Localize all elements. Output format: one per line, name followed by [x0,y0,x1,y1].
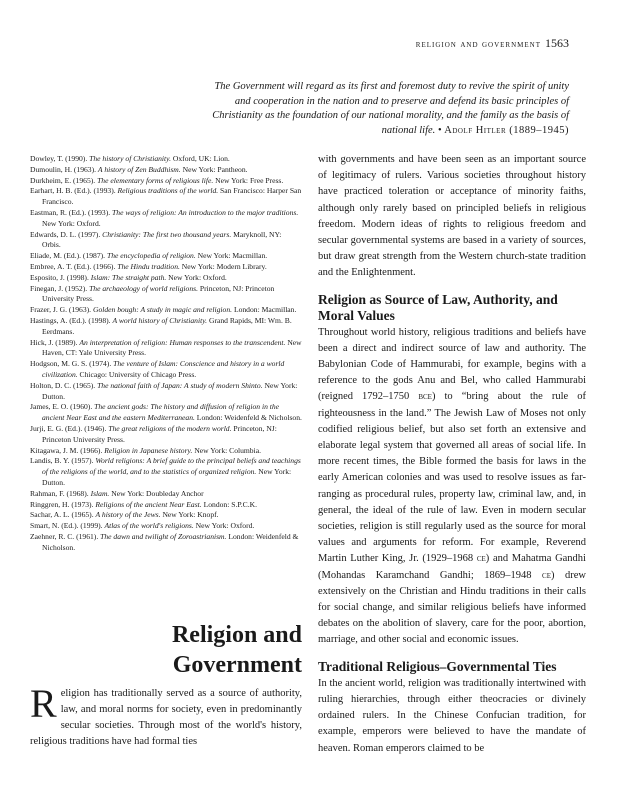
reference-title: The Hindu tradition. [117,261,180,271]
reference-author-year: Durkheim, E. (1965). [30,175,98,185]
reference-entry [30,305,302,316]
left-column [30,154,302,553]
reference-title: Religions of the ancient Near East. [95,499,202,509]
reference-title: World religions: A brief guide to the principal beliefs and teachings of the religions of the world, and to the statistics of organized religion. [42,456,301,477]
reference-publisher: New York: Dutton. [42,467,292,487]
epigraph-attribution: Adolf Hitler (1889–1945) [444,124,569,136]
reference-publisher: Maryknoll, NY: Orbis. [42,229,282,250]
reference-title: Islam: The straight path. [90,272,167,282]
reference-title: Atlas of the world's religions. [104,521,194,531]
reference-publisher: New York: Oxford. [193,521,255,531]
reference-publisher: New York: Pantheon. [180,164,248,174]
p2-text-b: ) to “bring about the rule of righteousness in the land.” The Jewish Law of Moses not only codified religious belief, but also set forth an extensive and elaborate legal system that governed all areas of social life. In more recent times, the Bible formed the basis for laws in the early American colonies and was used to resolve issues as far-ranging as procedural rules, property law, criminal law, and, in general, the ideal of the rule of law. Even in modern secular societies, religion is still regularly used as the source for moral values and arguments for reform. For example, Reverend Martin Luther King, Jr. (1929–1968 [318,391,586,565]
running-header [416,36,569,51]
reference-entry [30,273,302,284]
reference-author-year: Finegan, J. (1952). [30,283,90,293]
reference-author-year: Ringgren, H. (1973). [30,499,96,509]
reference-title: Religion in Japanese history. [104,445,193,455]
reference-entry [30,186,302,208]
reference-publisher: New York: Oxford. [166,272,227,282]
reference-author-year: Holton, D. C. (1965). [30,380,98,390]
article-title-line-2: Government [172,652,302,678]
reference-publisher: London: Macmillan. [232,305,297,315]
era-bce: bce [418,391,432,403]
reference-title: Golden bough: A study in magic and religion. [92,305,233,315]
reference-publisher: New York: Knopf. [160,510,219,520]
reference-title: An interpretation of religion: Human responses to the transcendent. [79,337,286,347]
reference-author-year: Embree, A. T. (Ed.). (1966). [30,261,118,271]
reference-author-year: Smart, N. (Ed.). (1999). [30,521,105,531]
reference-title: The elementary forms of religious life. [97,175,214,185]
reference-entry [30,381,302,403]
reference-author-year: Esposito, J. (1998). [30,272,91,282]
reference-entry [30,154,302,165]
page-number: 1563 [545,36,569,50]
reference-entry [30,230,302,252]
reference-author-year: Eliade, M. (Ed.). (1987). [30,251,107,261]
epigraph [209,80,569,138]
p2-text-d: ) drew extensively on the Christian and Hindu traditions in their calls for social change, and similar religious beliefs have informed debates on the abolition of slavery, care for the poor, abortion, marriage, and other social and economic issues. [318,569,586,646]
reference-publisher: New Haven, CT: Yale University Press. [42,337,302,358]
reference-title: A history of Zen Buddhism. [97,164,181,174]
reference-title: The archaeology of world religions. [89,283,198,293]
reference-author-year: Sachar, A. L. (1965). [30,510,96,520]
reference-entry [30,251,302,262]
reference-author-year: Earhart, H. B. (Ed.). (1993). [30,186,118,196]
reference-entry [30,165,302,176]
reference-publisher: New York: Free Press. [213,175,284,185]
reference-author-year: Dumoulin, H. (1963). [30,164,98,174]
running-title: religion and government [415,39,541,50]
reference-publisher: San Francisco: Harper San Francisco. [42,186,302,207]
epigraph-bullet: • [437,124,442,136]
era-ce: ce [542,569,551,581]
reference-publisher: Princeton, NJ: Princeton University Press. [42,423,277,444]
era-ce: ce [476,553,486,565]
reference-title: The ways of religion: An introduction to the major traditions. [112,207,299,217]
reference-entry [30,208,302,230]
reference-author-year: Rahman, F. (1968). [30,488,91,498]
epigraph-quote: The Government will regard as its first and foremost duty to revive the spirit of unity and cooperation in the nation and to preserve and defend its basic principles of Christianity as the foundation of our national morality, and the family as the basis of national life. [212,81,569,136]
body-paragraph-1: with governments and have been seen as an important source of legitimacy of rulers. Various societies throughout history have practiced toleration or acceptance of minority faiths, although only rarely based on principled beliefs in religious freedom. Modern ideas of rights to religious freedom and secular governmental systems are based in a variety of sources, but draw great strength from the Western church-state tradition and the Enlightenment. [318,154,586,279]
reference-entry [30,510,302,521]
reference-title: A history of the Jews. [95,510,161,520]
body-paragraph-3: In the ancient world, religion was traditionally intertwined with ruling hierarchies, through either theocracies or divinely ordained rulers. In the Chinese Confucian tradition, for example, emperors were believed to have the mandate of heaven. Roman emperors claimed to be [318,677,586,754]
reference-title: The dawn and twilight of Zoroastrianism. [100,531,227,541]
reference-author-year: Edwards, D. L. (1997). [30,229,103,239]
reference-author-year: Eastman, R. (Ed.). (1993). [30,207,113,217]
reference-author-year: Frazer, J. G. (1963). [30,305,93,315]
reference-entry [30,532,302,554]
reference-author-year: Dowley, T. (1990). [30,154,90,163]
article-title-line-1: Religion and [171,622,302,648]
reference-publisher: Chicago: University of Chicago Press. [77,369,197,379]
article-title [30,620,302,680]
reference-publisher: New York: Dutton. [42,380,298,401]
subheading-law-authority: Religion as Source of Law, Authority, and Moral Values [318,291,558,323]
reference-entry [30,338,302,360]
reference-publisher: New York: Columbia. [192,445,261,455]
intro-paragraph [30,681,302,750]
reference-author-year: James, E. O. (1960). [30,402,95,412]
reference-title: A world history of Christianity. [112,315,208,325]
reference-author-year: Hick, J. (1989). [30,337,80,347]
reference-title: Religious traditions of the world. [117,186,219,196]
body-paragraph-2 [318,325,586,649]
reference-entry [30,424,302,446]
reference-entry [30,489,302,500]
reference-publisher: Princeton, NJ: Princeton University Press. [42,283,275,304]
reference-author-year: Jurji, E. G. (Ed.). (1946). [30,423,109,433]
reference-publisher: New York: Modern Library. [179,261,267,271]
reference-entry [30,284,302,306]
reference-publisher: London: S.P.C.K. [201,499,257,509]
references-list [30,154,302,553]
reference-author-year: Zaehner, R. C. (1961). [30,531,101,541]
reference-publisher: London: Weidenfeld & Nicholson. [42,531,299,552]
reference-entry [30,316,302,338]
reference-title: The history of Christianity. [89,154,171,163]
reference-title: The encyclopedia of religion. [106,251,196,261]
p2-text-a: Throughout world history, religious traditions and beliefs have been a direct and indirect source of law and authority. The Babylonian Code of Hammurabi, for example, begins with a reference to the gods Anu and Bel, who called Hammurabi (reigned 1792–1750 [318,326,586,403]
reference-title: The great religions of the modern world. [108,423,232,433]
reference-author-year: Kitagawa, J. M. (1966). [30,445,105,455]
reference-title: Islam. [90,488,110,498]
reference-publisher: New York: Macmillan. [195,251,268,261]
reference-entry [30,446,302,457]
reference-entry [30,500,302,511]
reference-publisher: Grand Rapids, MI: Wm. B. Eerdmans. [42,315,292,336]
subheading-traditional-ties: Traditional Religious–Governmental Ties [318,658,557,674]
reference-title: The ancient gods: The history and diffusion of religion in the ancient Near East and the eastern Mediterranean. [42,402,280,423]
reference-title: The national faith of Japan: A study of modern Shinto. [97,380,263,390]
reference-publisher: New York: Oxford. [42,218,101,228]
reference-entry [30,521,302,532]
reference-author-year: Hastings, A. (Ed.). (1998). [30,315,113,325]
reference-title: The venture of Islam: Conscience and history in a world civilization. [42,359,285,379]
p2-text-c: ) and Mahatma Gandhi (Mohandas Karamchand Gandhi; 1869–1948 [318,553,586,581]
reference-publisher: London: Weidenfeld & Nicholson. [194,413,302,423]
reference-entry [30,402,302,424]
reference-publisher: New York: Doubleday Anchor [109,488,204,498]
reference-entry [30,176,302,187]
reference-publisher: Oxford, UK: Lion. [170,154,230,163]
reference-entry [30,456,302,488]
reference-entry [30,359,302,381]
reference-entry [30,262,302,273]
right-column [318,152,586,757]
drop-cap: R [30,681,57,726]
intro-text: eligion has traditionally served as a source of authority, law, and moral norms for society, even in predominantly secular societies. Through most of the world's history, religious traditions have had formal ties [30,688,302,747]
reference-author-year: Hodgson, M. G. S. (1974). [30,359,114,369]
reference-author-year: Landis, B. Y. (1957). [30,456,96,466]
reference-title: Christianity: The first two thousand years. [102,229,232,239]
